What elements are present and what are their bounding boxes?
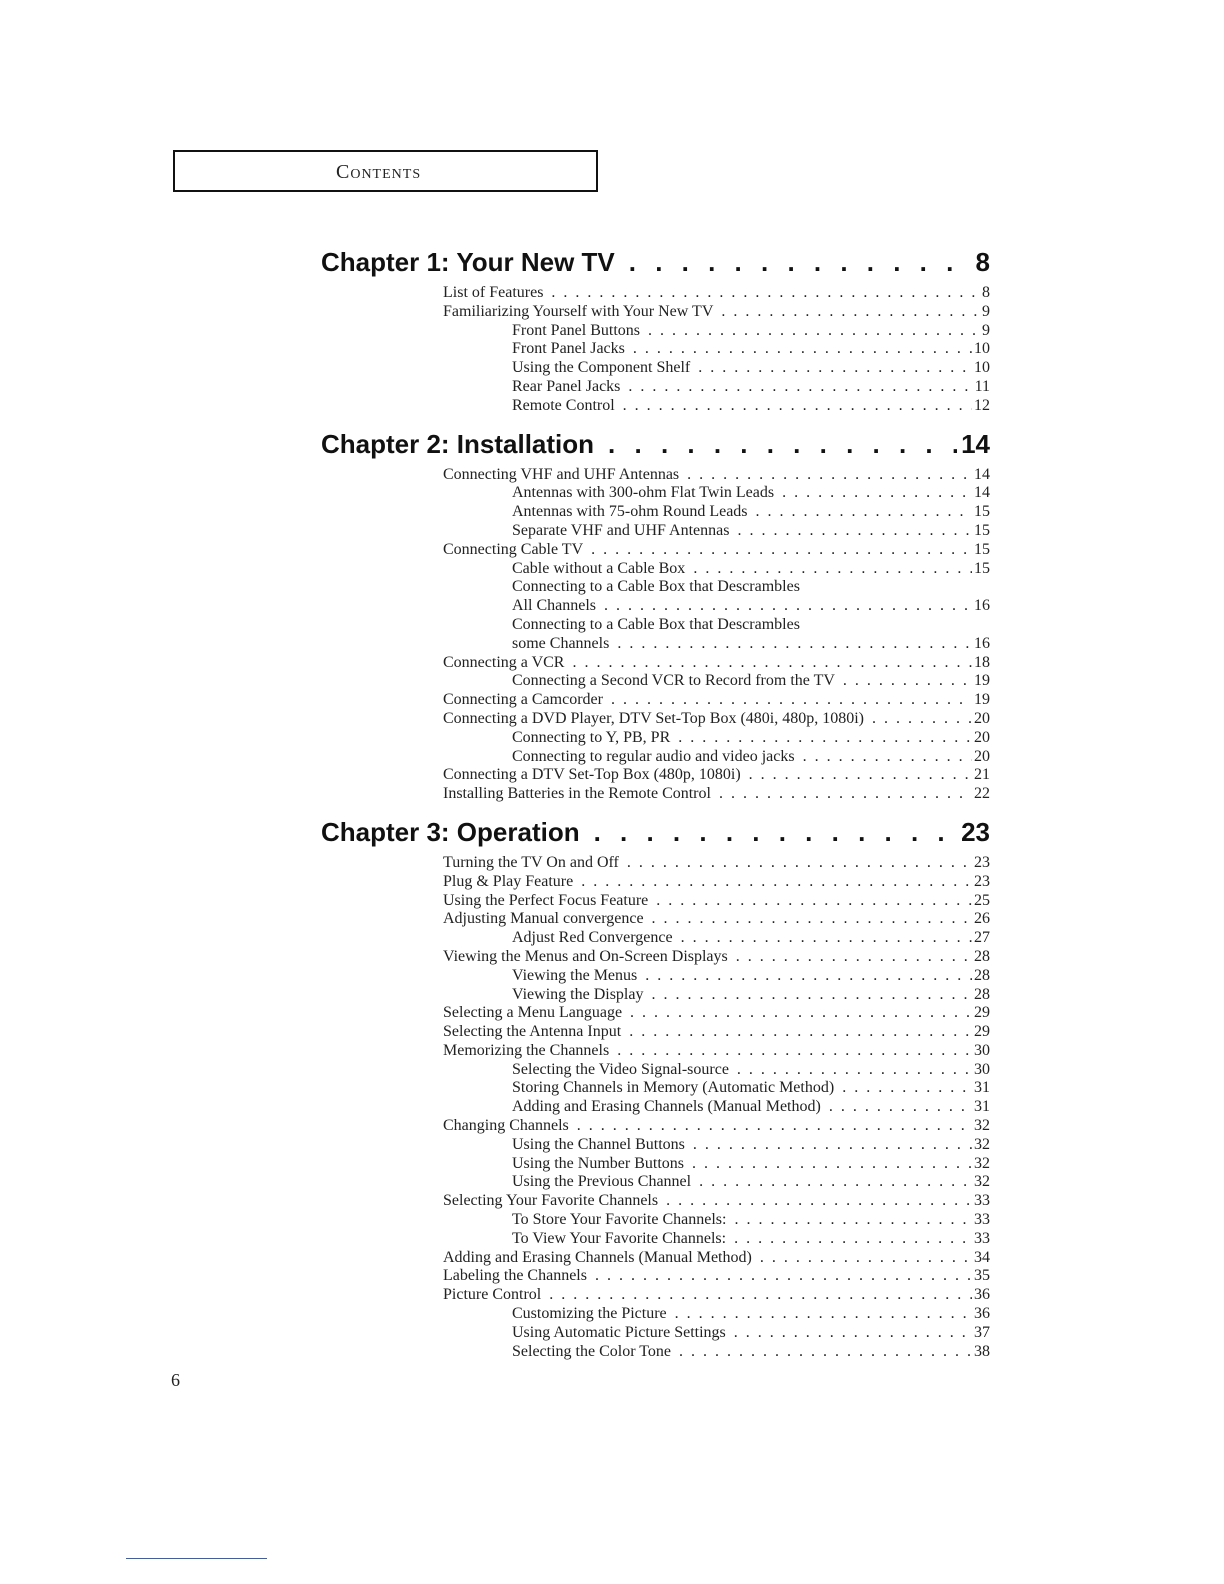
toc-entry[interactable]	[321, 522, 990, 541]
toc-entry[interactable]	[321, 616, 990, 635]
toc-entry[interactable]	[321, 466, 990, 485]
dot-leader	[581, 873, 972, 892]
dot-leader	[633, 340, 972, 359]
dot-leader	[843, 672, 972, 691]
toc-entry-page: 15	[974, 540, 990, 558]
toc-entry-page: 12	[974, 396, 990, 414]
dot-leader	[749, 766, 972, 785]
dot-leader	[679, 1343, 972, 1362]
table-of-contents	[321, 240, 990, 1367]
toc-entry[interactable]	[321, 541, 990, 560]
toc-entry-page: 33	[974, 1229, 990, 1247]
toc-entry-text: Front Panel Jacks	[512, 340, 625, 358]
chapter-heading[interactable]	[321, 240, 990, 284]
dot-leader	[675, 1305, 972, 1324]
toc-entry[interactable]	[321, 892, 990, 911]
toc-entry-text: Remote Control	[512, 396, 615, 414]
toc-entry-page: 10	[974, 340, 990, 358]
toc-entry-page: 32	[974, 1117, 990, 1135]
dot-leader	[721, 303, 980, 322]
toc-entry[interactable]	[321, 691, 990, 710]
toc-entry-text: Storing Channels in Memory (Automatic Method)	[512, 1079, 835, 1097]
dot-leader	[617, 1042, 972, 1061]
toc-entry[interactable]	[321, 1136, 990, 1155]
toc-entry[interactable]	[321, 1173, 990, 1192]
toc-entry[interactable]	[321, 1079, 990, 1098]
toc-entry[interactable]	[321, 284, 990, 303]
toc-entry-text: Viewing the Menus and On-Screen Displays	[443, 947, 728, 965]
toc-entry-text: Antennas with 75-ohm Round Leads	[512, 503, 748, 521]
toc-entry-page: 15	[974, 503, 990, 521]
toc-entry-page: 32	[974, 1135, 990, 1153]
toc-entry[interactable]	[321, 560, 990, 579]
dot-leader	[617, 635, 972, 654]
dot-leader	[734, 1211, 972, 1230]
dot-leader	[842, 1079, 972, 1098]
toc-entry-page: 30	[974, 1041, 990, 1059]
dot-leader	[628, 378, 972, 397]
toc-entry[interactable]	[321, 484, 990, 503]
toc-entry[interactable]	[321, 303, 990, 322]
toc-entry[interactable]	[321, 359, 990, 378]
toc-entry-text: Plug & Play Feature	[443, 872, 574, 890]
toc-entry-text: Connecting to a Cable Box that Descrambles	[512, 615, 800, 633]
toc-entry-page: 16	[974, 597, 990, 615]
toc-entry-text: Connecting to a Cable Box that Descrambles	[512, 578, 800, 596]
chapter-entries	[321, 466, 990, 804]
toc-entry-page: 34	[974, 1248, 990, 1266]
dot-leader	[736, 948, 972, 967]
toc-entry-page: 31	[974, 1079, 990, 1097]
dot-leader	[756, 503, 972, 522]
toc-entry[interactable]	[321, 967, 990, 986]
toc-entry[interactable]	[321, 929, 990, 948]
toc-entry-page: 36	[974, 1305, 990, 1323]
toc-entry-text: Connecting a VCR	[443, 653, 565, 671]
chapter-page-number: 14	[961, 428, 990, 459]
chapter-title: Chapter 2: Installation	[321, 428, 595, 459]
toc-entry-text: Adding and Erasing Channels (Manual Method)	[443, 1248, 752, 1266]
toc-entry[interactable]	[321, 948, 990, 967]
dot-leader	[678, 729, 972, 748]
toc-entry-text: Using the Channel Buttons	[512, 1135, 685, 1153]
chapter-page-number: 8	[975, 247, 990, 277]
toc-entry-page: 19	[974, 672, 990, 690]
dot-leader	[623, 397, 972, 416]
chapter-heading[interactable]	[321, 422, 990, 466]
dot-leader	[693, 1136, 972, 1155]
dot-leader	[651, 986, 972, 1005]
chapter-page-number: 23	[961, 816, 990, 847]
toc-entry-page: 32	[974, 1154, 990, 1172]
toc-entry-page: 20	[974, 709, 990, 727]
toc-entry-page: 15	[974, 521, 990, 539]
toc-entry[interactable]	[321, 1042, 990, 1061]
toc-entry-text: Picture Control	[443, 1286, 542, 1304]
toc-entry[interactable]	[321, 503, 990, 522]
toc-entry-page: 9	[982, 302, 990, 320]
dot-leader	[577, 1117, 972, 1136]
toc-entry-text: Connecting VHF and UHF Antennas	[443, 465, 680, 483]
toc-entry-page: 8	[982, 284, 990, 301]
toc-entry-text: Connecting Cable TV	[443, 540, 584, 558]
toc-entry-page: 14	[974, 484, 990, 502]
chapter-heading[interactable]	[321, 810, 990, 854]
toc-entry-text: Selecting the Color Tone	[512, 1342, 671, 1360]
toc-entry-text: Turning the TV On and Off	[443, 853, 619, 871]
dot-leader	[630, 1004, 972, 1023]
dot-leader	[627, 854, 972, 873]
toc-entry-text: To Store Your Favorite Channels:	[512, 1211, 727, 1229]
toc-entry-text: Using Automatic Picture Settings	[512, 1323, 726, 1341]
dot-leader	[629, 1023, 972, 1042]
toc-entry-page: 21	[974, 766, 990, 784]
dot-leader	[692, 1155, 972, 1174]
toc-entry-text: Selecting the Video Signal-source	[512, 1060, 729, 1078]
toc-entry-text: Front Panel Buttons	[512, 321, 641, 339]
toc-entry[interactable]	[321, 854, 990, 873]
toc-entry-page: 22	[974, 785, 990, 803]
dot-leader	[760, 1249, 972, 1268]
toc-entry[interactable]	[321, 1192, 990, 1211]
toc-entry[interactable]	[321, 1023, 990, 1042]
dot-leader	[572, 654, 972, 673]
dot-leader	[591, 541, 972, 560]
dot-leader	[699, 1173, 972, 1192]
dot-leader	[681, 929, 972, 948]
toc-entry[interactable]	[321, 986, 990, 1005]
toc-entry-page: 23	[974, 853, 990, 871]
toc-entry-page: 14	[974, 465, 990, 483]
toc-entry[interactable]	[321, 1267, 990, 1286]
toc-entry[interactable]	[321, 1211, 990, 1230]
dot-leader	[608, 422, 957, 466]
dot-leader	[551, 284, 980, 303]
toc-entry-page: 29	[974, 1023, 990, 1041]
dot-leader	[611, 691, 972, 710]
page-title: Contents	[336, 161, 422, 183]
toc-entry-page: 11	[974, 377, 990, 395]
dot-leader	[595, 1267, 972, 1286]
toc-entry-text: Connecting a Camcorder	[443, 691, 603, 709]
toc-entry-text: Memorizing the Channels	[443, 1041, 610, 1059]
toc-entry-page: 20	[974, 728, 990, 746]
toc-entry-page: 18	[974, 653, 990, 671]
dot-leader	[594, 810, 957, 854]
toc-entry[interactable]	[321, 378, 990, 397]
toc-entry-page: 28	[974, 985, 990, 1003]
toc-entry-page: 28	[974, 947, 990, 965]
toc-entry-text: Using the Number Buttons	[512, 1154, 684, 1172]
toc-entry-text: some Channels	[512, 634, 610, 652]
toc-entry-text: Adjusting Manual convergence	[443, 910, 644, 928]
toc-entry-text: Using the Previous Channel	[512, 1173, 692, 1191]
toc-entry-page: 9	[982, 321, 990, 339]
toc-entry-page: 33	[974, 1192, 990, 1210]
toc-entry-page: 29	[974, 1004, 990, 1022]
toc-entry-text: Changing Channels	[443, 1117, 569, 1135]
toc-entry-page: 25	[974, 891, 990, 909]
dot-leader	[604, 597, 972, 616]
toc-entry-page: 35	[974, 1267, 990, 1285]
chapter-entries	[321, 284, 990, 416]
toc-entry[interactable]	[321, 1286, 990, 1305]
toc-entry-page: 23	[974, 872, 990, 890]
footer-rule	[126, 1558, 267, 1559]
chapter-entries	[321, 854, 990, 1362]
dot-leader	[687, 466, 972, 485]
toc-entry-text: Connecting a DVD Player, DTV Set-Top Box (480i, 480p, 1080i)	[443, 709, 865, 727]
toc-entry[interactable]	[321, 1343, 990, 1362]
toc-entry[interactable]	[321, 873, 990, 892]
toc-entry[interactable]	[321, 635, 990, 654]
dot-leader	[648, 322, 980, 341]
toc-entry[interactable]	[321, 729, 990, 748]
toc-entry-text: Connecting a DTV Set-Top Box (480p, 1080i)	[443, 766, 741, 784]
toc-entry[interactable]	[321, 578, 990, 597]
dot-leader	[737, 1061, 972, 1080]
toc-entry-page: 10	[974, 359, 990, 377]
toc-entry[interactable]	[321, 322, 990, 341]
toc-entry-text: Selecting Your Favorite Channels	[443, 1192, 659, 1210]
toc-entry-text: Selecting a Menu Language	[443, 1004, 623, 1022]
toc-entry-text: Separate VHF and UHF Antennas	[512, 521, 730, 539]
toc-entry-page: 15	[974, 559, 990, 577]
toc-entry[interactable]	[321, 1249, 990, 1268]
dot-leader	[698, 359, 972, 378]
toc-entry[interactable]	[321, 766, 990, 785]
toc-entry-page: 19	[974, 691, 990, 709]
toc-entry[interactable]	[321, 748, 990, 767]
toc-entry-text: Connecting to Y, PB, PR	[512, 728, 671, 746]
toc-entry[interactable]	[321, 910, 990, 929]
toc-entry-text: All Channels	[512, 597, 596, 615]
dot-leader	[549, 1286, 972, 1305]
toc-entry[interactable]	[321, 1098, 990, 1117]
dot-leader	[719, 785, 972, 804]
toc-entry-text: Customizing the Picture	[512, 1305, 667, 1323]
toc-entry[interactable]	[321, 654, 990, 673]
toc-entry[interactable]	[321, 397, 990, 416]
toc-entry-text: Labeling the Channels	[443, 1267, 587, 1285]
toc-entry-page: 26	[974, 910, 990, 928]
toc-entry[interactable]	[321, 1230, 990, 1249]
toc-entry-text: Using the Perfect Focus Feature	[443, 891, 649, 909]
dot-leader	[734, 1324, 972, 1343]
toc-entry[interactable]	[321, 340, 990, 359]
toc-entry[interactable]	[321, 1061, 990, 1080]
contents-header-box	[173, 150, 598, 192]
toc-entry-page: 32	[974, 1173, 990, 1191]
toc-entry-text: Viewing the Menus	[512, 966, 638, 984]
chapter-title: Chapter 1: Your New TV	[321, 247, 615, 277]
toc-entry[interactable]	[321, 1305, 990, 1324]
toc-entry-page: 30	[974, 1060, 990, 1078]
toc-entry-text: Adding and Erasing Channels (Manual Method)	[512, 1098, 821, 1116]
toc-entry[interactable]	[321, 1324, 990, 1343]
dot-leader	[734, 1230, 972, 1249]
toc-entry[interactable]	[321, 1155, 990, 1174]
dot-leader	[656, 892, 972, 911]
dot-leader	[645, 967, 972, 986]
toc-entry-text: Selecting the Antenna Input	[443, 1023, 622, 1041]
toc-entry-page: 36	[974, 1286, 990, 1304]
dot-leader	[803, 748, 972, 767]
toc-entry-page: 38	[974, 1342, 990, 1360]
toc-entry-text: Viewing the Display	[512, 985, 644, 1003]
dot-leader	[829, 1098, 972, 1117]
toc-entry-text: Using the Component Shelf	[512, 359, 691, 377]
chapter-title: Chapter 3: Operation	[321, 816, 580, 847]
toc-entry[interactable]	[321, 1004, 990, 1023]
toc-entry-text: Antennas with 300-ohm Flat Twin Leads	[512, 484, 775, 502]
toc-entry-text: Rear Panel Jacks	[512, 377, 621, 395]
toc-entry-text: Familiarizing Yourself with Your New TV	[443, 302, 714, 320]
dot-leader	[666, 1192, 972, 1211]
toc-entry-page: 20	[974, 747, 990, 765]
toc-entry[interactable]	[321, 1117, 990, 1136]
toc-entry[interactable]	[321, 710, 990, 729]
toc-entry-text: Cable without a Cable Box	[512, 559, 686, 577]
dot-leader	[872, 710, 972, 729]
toc-entry-text: List of Features	[443, 284, 544, 301]
toc-entry[interactable]	[321, 672, 990, 691]
toc-entry-page: 31	[974, 1098, 990, 1116]
toc-entry-text: Installing Batteries in the Remote Control	[443, 785, 711, 803]
page-number: 6	[171, 1370, 180, 1390]
toc-entry-text: Connecting to regular audio and video jacks	[512, 747, 795, 765]
dot-leader	[782, 484, 972, 503]
toc-entry-page: 27	[974, 929, 990, 947]
dot-leader	[629, 240, 972, 284]
toc-entry-page: 16	[974, 634, 990, 652]
toc-entry-page: 33	[974, 1211, 990, 1229]
dot-leader	[652, 910, 972, 929]
toc-entry[interactable]	[321, 785, 990, 804]
toc-entry-text: To View Your Favorite Channels:	[512, 1229, 727, 1247]
toc-entry-page: 28	[974, 966, 990, 984]
toc-entry-page: 37	[974, 1323, 990, 1341]
toc-entry-text: Adjust Red Convergence	[512, 929, 673, 947]
toc-entry-text: Connecting a Second VCR to Record from the TV	[512, 672, 835, 690]
toc-entry[interactable]	[321, 597, 990, 616]
dot-leader	[693, 560, 972, 579]
dot-leader	[737, 522, 972, 541]
